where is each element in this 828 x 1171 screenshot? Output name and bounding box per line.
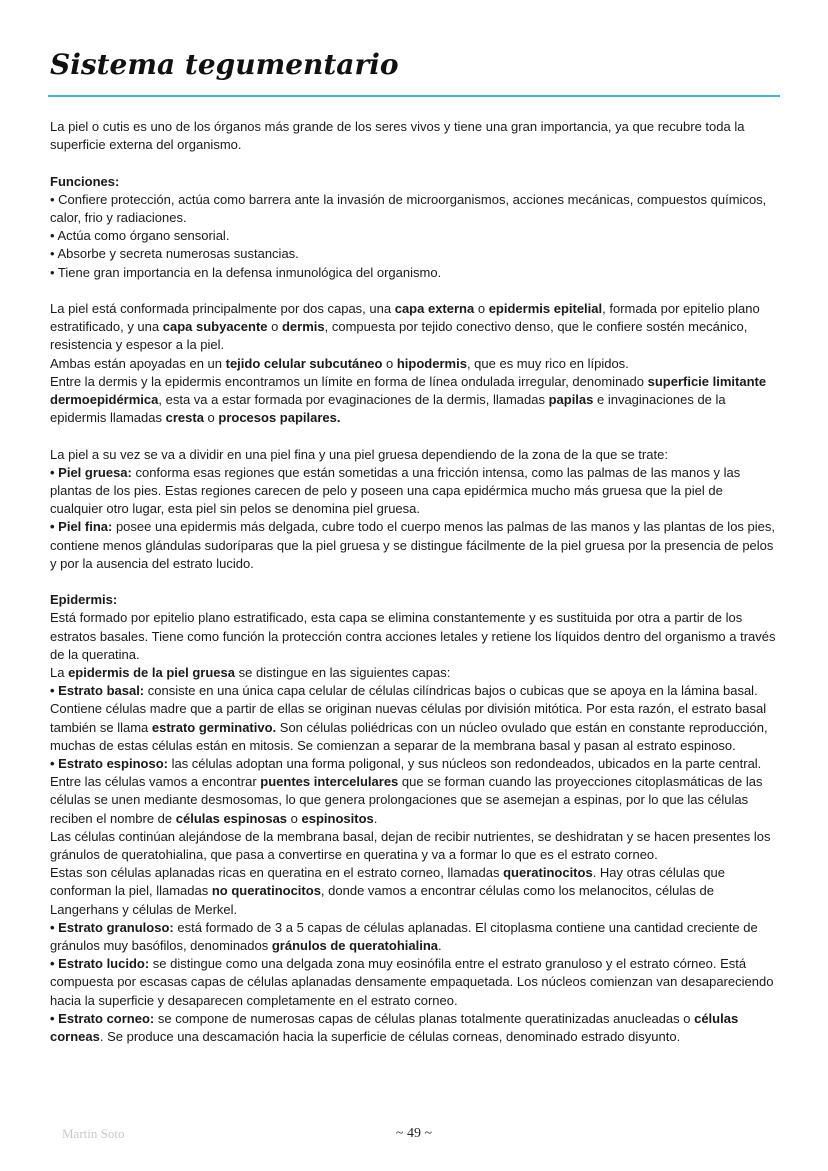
hipodermis-paragraph: Ambas están apoyadas en un tejido celular subcutáneo o hipodermis, que es muy rico en lípidos. — [50, 355, 629, 371]
piel-gruesa-paragraph: • Piel gruesa: conforma esas regiones que están sometidas a una fricción intensa, como las palmas de las manos y las plantas de los pies. Estas regiones carecen de pelo y poseen una capa epidérmica mucho más gruesa que la piel de cualquier otro lugar, esta piel sin pelos se denomina piel gruesa. — [50, 464, 741, 517]
title-underline — [48, 95, 780, 97]
dermoepidermica-paragraph: Entre la dermis y la epidermis encontramos un límite en forma de línea ondulada irregular, denominado superficie limitante dermoepidérmica, esta va a estar formada por evaginaciones de la dermis, llamadas papilas e invaginaciones de la epidermis llamadas cresta o procesos papilares. — [50, 373, 767, 426]
footer-author: Martin Soto — [62, 1126, 125, 1141]
funciones-item: • Actúa como órgano sensorial. — [50, 228, 230, 244]
funciones-item: • Confiere protección, actúa como barrera ante la invasión de microorganismos, acciones mecánicas, compuestos químicos, calor, frio y radiaciones. — [50, 191, 767, 225]
continuan-paragraph: Las células continúan alejándose de la membrana basal, dejan de recibir nutrientes, se deshidratan y se hacen presentes los gránulos de queratohialina, que pasa a convertirse en queratina y va a formar lo que es el estrato corneo. — [50, 828, 771, 863]
estrato-corneo-paragraph: • Estrato corneo: se compone de numerosas capas de células planas totalmente queratinizadas anucleadas o células corneas. Se produce una descamación hacia la superficie de células corneas, denominado estrado disyunto. — [50, 1010, 739, 1045]
estrato-lucido-paragraph: • Estrato lucido: se distingue como una delgada zona muy eosinófila entre el estrato granuloso y el estrato córneo. Está compuesta por escasas capas de células aplanadas densamente empaquetada. Los núcleos comienzan van desapareciendo hacia la superficie y desaparecen completamente en el estrato corneo. — [50, 956, 774, 1008]
funciones-item: • Tiene gran importancia en la defensa inmunológica del organismo. — [50, 264, 442, 280]
estrato-espinoso-paragraph: • Estrato espinoso: las células adoptan una forma poligonal, y sus núcleos son redondeados, ubicados en la parte central. Entre las células vamos a encontrar puentes intercelulares que se forman cuando las proyecciones citoplasmáticas de las células se unen mediante desmosomas, lo que genera prolongaciones que se asemejan a espinas, por lo que las células reciben el nombre de células espinosas o espinositos. — [50, 756, 763, 826]
queratinocitos-paragraph: Estas son células aplanadas ricas en queratina en el estrato corneo, llamadas queratinocitos. Hay otras células que conforman la piel, llamadas no queratinocitos, donde vamos a encontrar células como los melanocitos, células de Langerhans y células de Merkel. — [50, 865, 725, 917]
funciones-item: • Absorbe y secreta numerosas sustancias. — [50, 246, 299, 262]
estrato-basal-paragraph: • Estrato basal: consiste en una única capa celular de células cilíndricas bajos o cubicas que se apoya en la lámina basal. Contiene células madre que a partir de ellas se originan nuevas células por división mitótica. Por esta razón, el estrato basal también se llama estrato germinativo. Son células poliédricas con un núcleo ovulado que están en constante reproducción, muchas de estas células están en mitosis. Se comienzan a separar de la membrana basal y pasan al estrato espinoso. — [50, 683, 768, 753]
document-body — [50, 118, 778, 1046]
page-number: ~ 49 ~ — [395, 1126, 433, 1141]
intro-paragraph: La piel o cutis es uno de los órganos más grande de los seres vivos y tiene una gran importancia, ya que recubre toda la superficie externa del organismo. — [50, 119, 745, 153]
piel-fina-paragraph: • Piel fina: posee una epidermis más delgada, cubre todo el cuerpo menos las palmas de las manos y las plantas de los pies, contiene menos glándulas sudoríparas que la piel gruesa y se distingue fácilmente de la piel gruesa por la presencia de pelos y por la ausencia del estrato lucido. — [50, 519, 776, 571]
funciones-heading: Funciones: — [50, 173, 120, 189]
estrato-granuloso-paragraph: • Estrato granuloso: está formado de 3 a 5 capas de células aplanadas. El citoplasma contiene una cantidad creciente de gránulos muy basófilos, denominados gránulos de queratohialina. — [50, 919, 758, 954]
capas-paragraph: La piel está conformada principalmente por dos capas, una capa externa o epidermis epitelial, formada por epitelio plano estratificado, y una capa subyacente o dermis, compuesta por tejido conectivo denso, que le confiere sostén mecánico, resistencia y espesor a la piel. — [50, 301, 760, 353]
tipos-intro: La piel a su vez se va a dividir en una piel fina y una piel gruesa dependiendo de la zona de la que se trate: — [50, 446, 668, 462]
epidermis-paragraph: Está formado por epitelio plano estratificado, esta capa se elimina constantemente y es sustituida por otra a partir de los estratos basales. Tiene como función la protección contra acciones letales y retiene los líquidos dentro del organismo a través de la queratina. — [50, 610, 776, 662]
epidermis-heading: Epidermis: — [50, 592, 118, 608]
epidermis-gruesa-paragraph: La epidermis de la piel gruesa se distingue en las siguientes capas: — [50, 665, 451, 681]
page-title: Sistema tegumentario — [50, 48, 399, 81]
